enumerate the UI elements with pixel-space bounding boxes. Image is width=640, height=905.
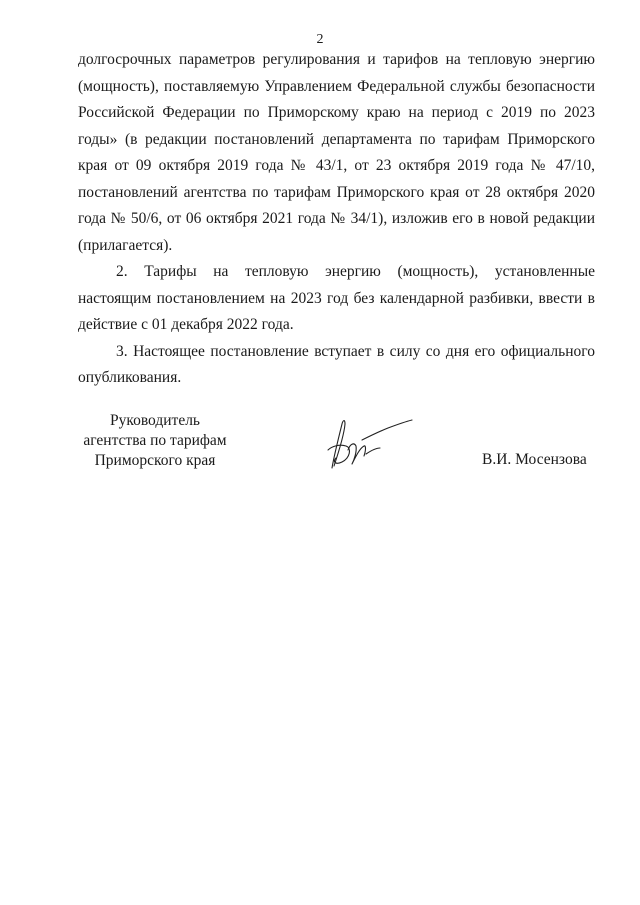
signatory-name: В.И. Мосензова [482,451,587,468]
paragraph-2: 2. Тарифы на тепловую энергию (мощность), установленные настоящим постановлением на 2023 год без календарной разбивки, ввести в действие с 01 декабря 2022 года. [78,263,595,333]
signatory-title-line: Руководитель [109,412,201,429]
signatory-title [70,411,240,471]
signatory-title-line: агентства по тарифам [83,432,227,449]
signatory-title-line: Приморского края [94,452,216,469]
page-number: 2 [316,32,324,47]
handwritten-signature [318,410,418,476]
paragraph-3: 3. Настоящее постановление вступает в силу со дня его официального опубликования. [78,342,595,386]
document-body [78,47,595,392]
paragraph-continuation: долгосрочных параметров регулирования и тарифов на тепловую энергию (мощность), поставляемую Управлением Федеральной службы безопасности Российской Федерации по Приморскому краю на период с 2019 по 2023 годы» (в редакции постановлений департамента по тарифам Приморского края от 09 октября 2019 года № 43/1, от 23 октября 2019 года № 47/10, постановлений агентства по тарифам Приморского края от 28 октября 2020 года № 50/6, от 06 октября 2021 года № 34/1), изложив его в новой редакции (прилагается). [78,51,595,254]
